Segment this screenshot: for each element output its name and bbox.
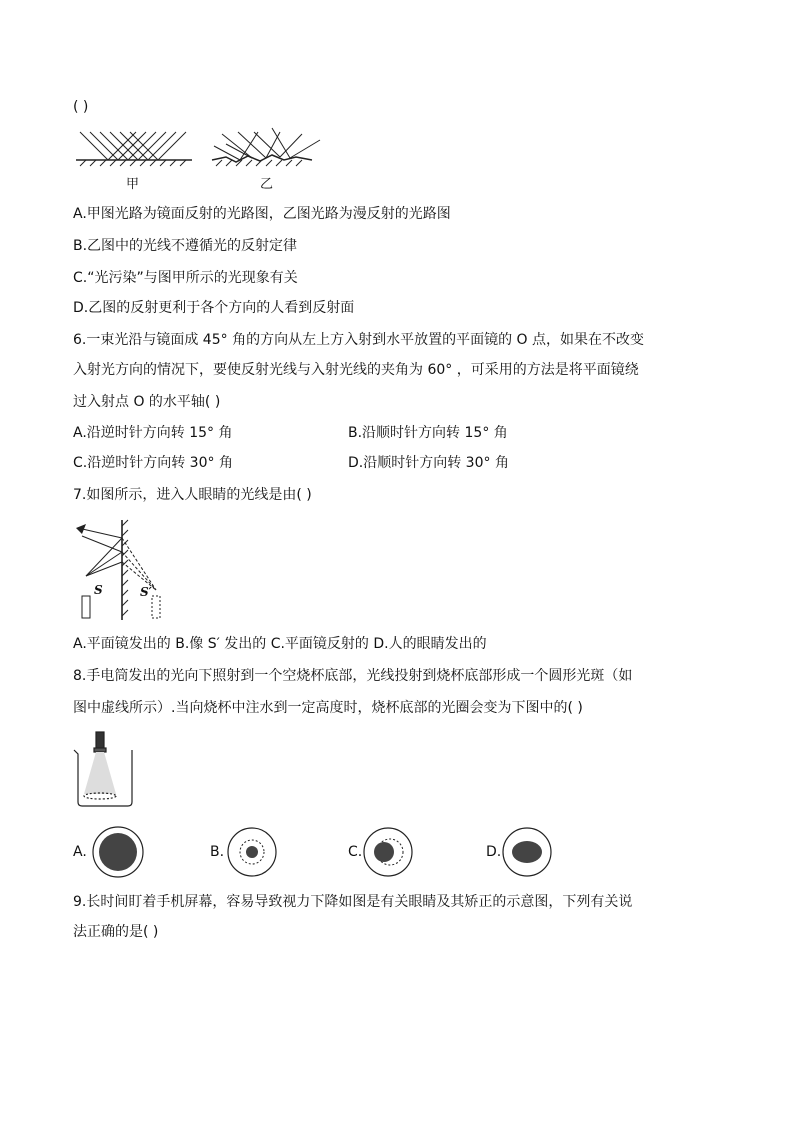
diffuse-reflection-diagram — [212, 128, 320, 166]
figure-label-yi: 乙 — [260, 177, 274, 192]
q6-option-d: D.沿顺时针方向转 30° 角 — [348, 455, 509, 471]
q6-stem-line2: 入射光方向的情况下，要使反射光线与入射光线的夹角为 60° ，可采用的方法是将平面镜绕 — [73, 362, 639, 378]
q7-figure — [72, 518, 172, 622]
label-s-prime: S′ — [140, 585, 152, 599]
q6-stem-line3: 过入射点 O 的水平轴( ) — [73, 394, 221, 410]
label-s: S — [94, 583, 103, 597]
q8-choice-b-figure — [226, 826, 278, 878]
figure-label-jia: 甲 — [126, 177, 140, 192]
q5-option-a: A.甲图光路为镜面反射的光路图，乙图光路为漫反射的光路图 — [73, 206, 451, 222]
q5-figure — [76, 124, 336, 192]
q8-choice-a-figure — [90, 826, 146, 878]
q8-stem-line2: 图中虚线所示）.当向烧杯中注水到一定高度时，烧杯底部的光圈会变为下图中的( ) — [73, 700, 583, 716]
q9-stem-line1: 9.长时间盯着手机屏幕，容易导致视力下降如图是有关眼睛及其矫正的示意图，下列有关说 — [73, 894, 633, 910]
q6-stem-line1: 6.一束光沿与镜面成 45° 角的方向从左上方入射到水平放置的平面镜的 O 点，如果在不改变 — [73, 332, 644, 348]
q5-option-b: B.乙图中的光线不遵循光的反射定律 — [73, 238, 298, 254]
q9-stem-line2: 法正确的是( ) — [73, 924, 159, 940]
q5-option-d: D.乙图的反射更利于各个方向的人看到反射面 — [73, 300, 355, 316]
specular-reflection-diagram — [76, 132, 192, 166]
q8-choice-c-figure — [362, 826, 414, 878]
q7-stem: 7.如图所示，进入人眼睛的光线是由( ) — [73, 487, 312, 503]
q8-choice-a-label: A. — [73, 844, 87, 860]
q8-choice-c-label: C. — [348, 844, 363, 860]
q8-choice-d-label: D. — [486, 844, 502, 860]
q6-option-a: A.沿逆时针方向转 15° 角 — [73, 425, 233, 441]
q8-stem-line1: 8.手电筒发出的光向下照射到一个空烧杯底部，光线投射到烧杯底部形成一个圆形光斑（如 — [73, 668, 633, 684]
q8-choice-b-label: B. — [210, 844, 225, 860]
q6-option-c: C.沿逆时针方向转 30° 角 — [73, 455, 233, 471]
q5-stem-tail: ( ) — [73, 99, 89, 115]
q8-choice-d-figure — [500, 826, 554, 878]
q7-options: A.平面镜发出的 B.像 S′ 发出的 C.平面镜反射的 D.人的眼睛发出的 — [73, 636, 487, 652]
q5-option-c: C.“光污染”与图甲所示的光现象有关 — [73, 270, 298, 286]
q6-option-b: B.沿顺时针方向转 15° 角 — [348, 425, 508, 441]
q8-beaker-figure — [70, 728, 140, 808]
